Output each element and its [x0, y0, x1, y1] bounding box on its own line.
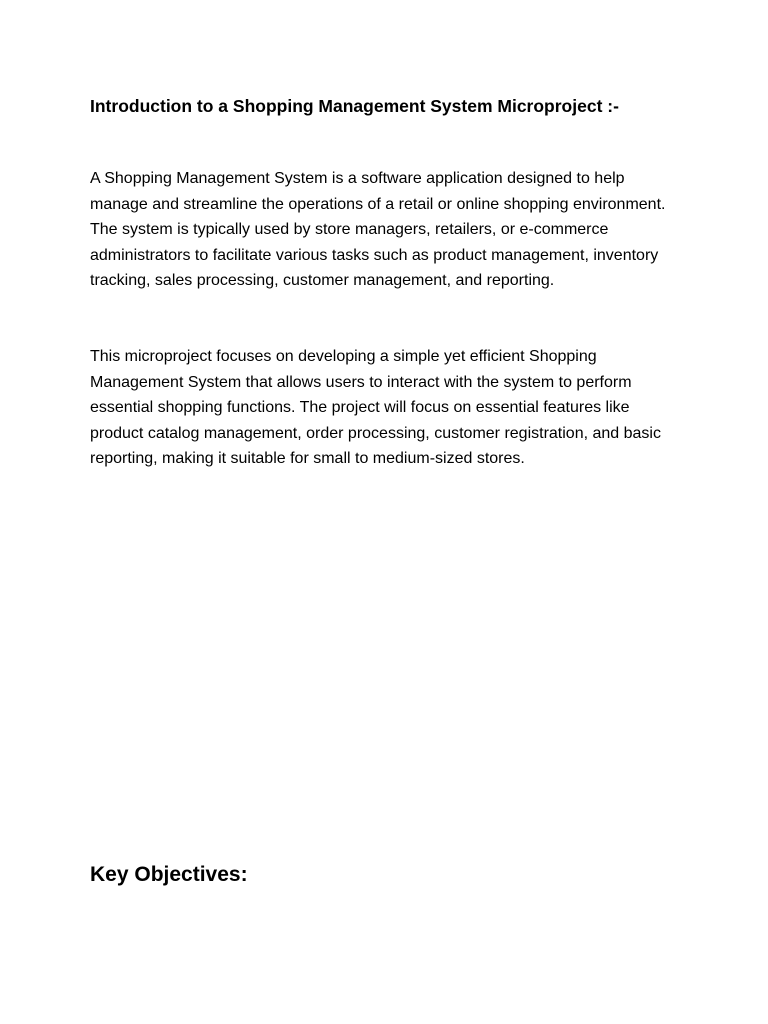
scope-paragraph — [90, 344, 690, 472]
paragraph-line: A Shopping Management System is a software application designed to help — [90, 170, 625, 187]
paragraph-line: reporting, making it suitable for small to medium-sized stores. — [90, 450, 525, 468]
paragraph-line: manage and streamline the operations of a retail or online shopping environment. — [90, 195, 666, 213]
document-title: Introduction to a Shopping Management System Microproject :- — [90, 96, 619, 116]
paragraph-line: Management System that allows users to interact with the system to perform — [90, 373, 632, 391]
paragraph-line: tracking, sales processing, customer management, and reporting. — [90, 272, 555, 290]
key-objectives-heading: Key Objectives: — [90, 863, 248, 886]
paragraph-line: The system is typically used by store managers, retailers, or e-commerce — [90, 221, 609, 239]
paragraph-line: administrators to facilitate various tasks such as product management, inventory — [90, 246, 659, 264]
paragraph-line: essential shopping functions. The project will focus on essential features like — [90, 399, 630, 417]
paragraph-line: product catalog management, order processing, customer registration, and basic — [90, 424, 661, 442]
paragraph-line: This microproject focuses on developing a simple yet efficient Shopping — [90, 348, 597, 365]
intro-paragraph — [90, 166, 690, 294]
